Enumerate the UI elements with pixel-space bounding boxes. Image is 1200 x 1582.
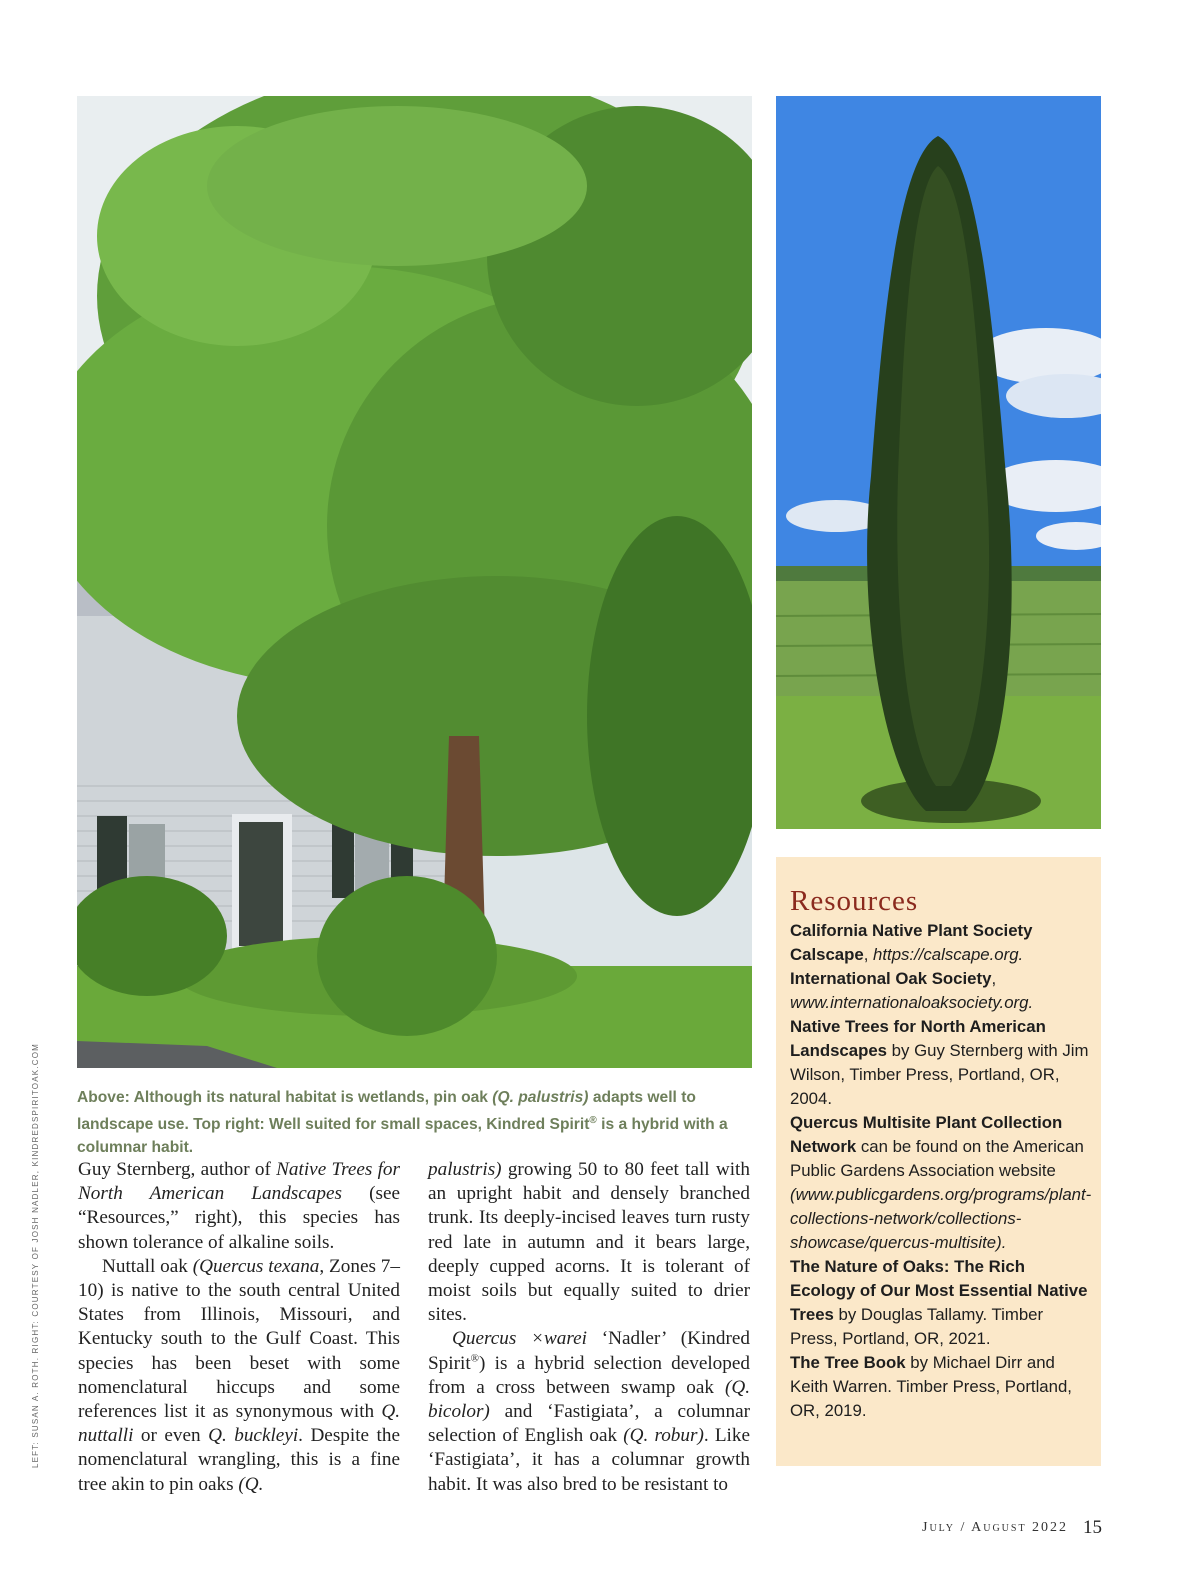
resource-title: Native Trees for North American Landscapes [790, 1017, 1046, 1060]
body-text: or even [133, 1425, 209, 1447]
pin-oak-photo [77, 96, 752, 1068]
resource-entry [790, 1111, 1090, 1255]
resources-list [790, 919, 1090, 1423]
resource-title: California Native Plant Society Calscape [790, 921, 1033, 964]
photo-credit [24, 1043, 48, 1468]
resource-url[interactable]: www.internationaloaksociety.org. [790, 993, 1034, 1012]
resource-title: International Oak Society [790, 969, 992, 988]
article-column-1 [78, 1158, 400, 1497]
resource-title: Quercus Multisite Plant Collection Network [790, 1113, 1063, 1156]
book-title: Native Trees for North American Landscapes [78, 1159, 400, 1205]
photo-credit-text: LEFT: SUSAN A. ROTH. RIGHT: COURTESY OF JOSH NADLER, KINDREDSPIRITOAK.COM [31, 1043, 40, 1468]
resource-text: can be found on the American Public Gardens Association website [790, 1137, 1084, 1180]
paragraph [428, 1327, 750, 1496]
body-text: Nuttall oak [102, 1255, 193, 1277]
kindred-spirit-oak-photo-illustration [776, 96, 1101, 829]
species-name: Q. nuttalli [78, 1401, 400, 1447]
registered-mark: ® [589, 1115, 597, 1126]
pin-oak-photo-illustration [77, 96, 752, 1068]
body-text: Guy Sternberg, author of [78, 1159, 277, 1180]
species-name: (Quercus texana [192, 1255, 320, 1277]
resource-text: by Guy Sternberg with Jim Wilson, Timber Press, Portland, OR, 2004. [790, 1041, 1089, 1108]
resource-entry [790, 1015, 1090, 1111]
species-name: (Q. robur) [623, 1425, 704, 1447]
body-text: ‘Nadler’ (Kindred Spirit [428, 1328, 750, 1374]
species-name: Quercus ×warei [452, 1328, 587, 1350]
paragraph [428, 1158, 750, 1327]
registered-mark: ® [470, 1352, 480, 1365]
resource-url[interactable]: (www.publicgardens.org/programs/plant-collections-network/collections-showcase/quercus-multisite). [790, 1185, 1092, 1252]
body-text: . Despite the nomenclatural wrangling, this is a fine tree akin to pin oaks [78, 1425, 400, 1495]
caption-text: Above: Although its natural habitat is wetlands, pin oak [77, 1089, 493, 1106]
resource-entry [790, 1351, 1090, 1423]
issue-date: July / August 2022 [922, 1520, 1069, 1535]
caption-species: (Q. palustris) [492, 1089, 589, 1106]
resource-title: The Nature of Oaks: The Rich Ecology of Our Most Essential Native Trees [790, 1257, 1088, 1324]
body-text: , Zones 7–10) is native to the south central United States from Illinois, Missouri, and Kentucky south to the Gulf Coast. This species has been beset with some nomenclatural hiccups and some references list it as synonymous with [78, 1255, 400, 1423]
species-name: (Q. [238, 1473, 264, 1495]
caption-text: adapts well to landscape use. Top right: Well suited for small spaces, Kindred Spirit [77, 1089, 696, 1134]
resource-text: , [863, 945, 874, 964]
resource-entry [790, 1255, 1090, 1351]
resource-entry [790, 919, 1090, 967]
paragraph [78, 1255, 400, 1497]
photo-caption [77, 1086, 753, 1159]
body-text: . Like ‘Fastigiata’, it has a columnar growth habit. It was also bred to be resistant to [428, 1425, 750, 1495]
body-text: and ‘Fastigiata’, a columnar selection of English oak [428, 1401, 750, 1447]
kindred-spirit-oak-photo [776, 96, 1101, 829]
resource-title: The Tree Book [790, 1353, 906, 1372]
species-name: palustris) [428, 1159, 502, 1180]
body-text: ) is a hybrid selection developed from a cross between swamp oak [428, 1352, 750, 1398]
article-column-2 [428, 1158, 750, 1497]
resource-text: by Douglas Tallamy. Timber Press, Portland, OR, 2021. [790, 1305, 1044, 1348]
resource-url[interactable]: https://calscape.org. [873, 945, 1024, 964]
species-name: Q. buckleyi [208, 1425, 299, 1447]
caption-text: is a hybrid with a columnar habit. [77, 1116, 728, 1157]
resource-entry [790, 967, 1090, 1015]
resource-text: by Michael Dirr and Keith Warren. Timber Press, Portland, OR, 2019. [790, 1353, 1072, 1420]
resources-title: Resources [790, 885, 919, 917]
page-number: 15 [1083, 1517, 1102, 1538]
body-text: growing 50 to 80 feet tall with an upright habit and densely branched trunk. Its deeply-incised leaves turn rusty red late in autumn and it bears large, deeply cupped acorns. It is tolerant of moist soils but equally suited to drier sites. [428, 1159, 750, 1326]
resources-box [776, 857, 1101, 1466]
body-text: (see “Resources,” right), this species has shown tolerance of alkaline soils. [78, 1183, 400, 1253]
paragraph [78, 1158, 400, 1255]
resource-text: , [991, 969, 997, 988]
species-name: (Q. bicolor) [428, 1376, 750, 1423]
